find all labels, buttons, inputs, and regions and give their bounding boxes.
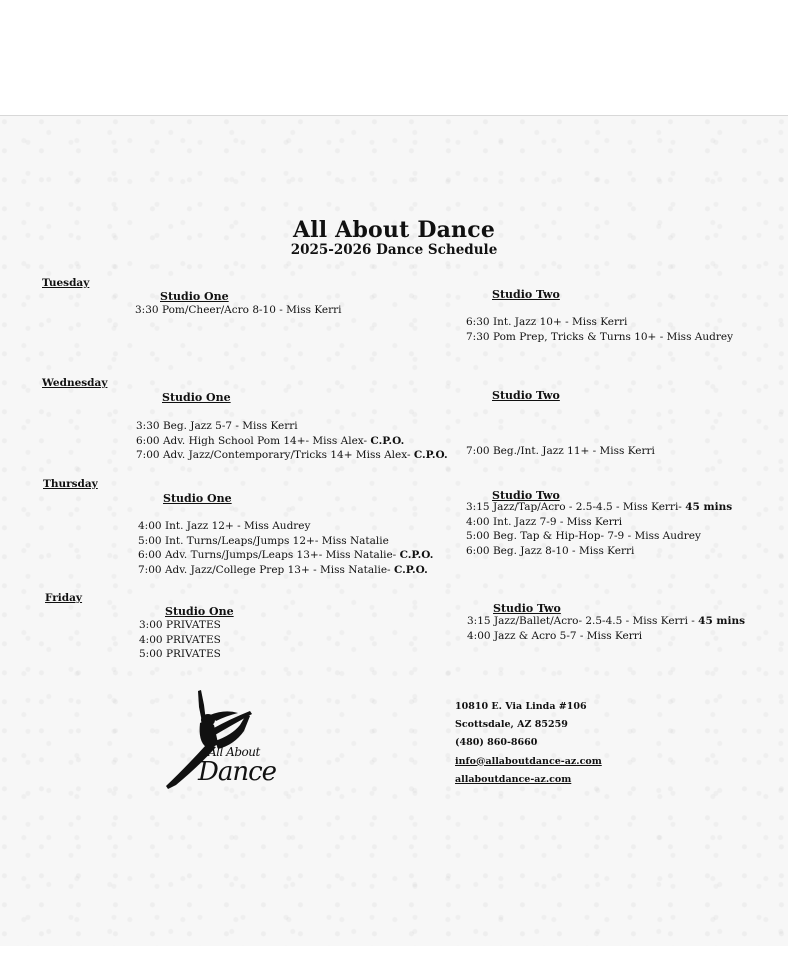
tuesday-studio-one-classes bbox=[135, 303, 342, 318]
cpo-tag: C.P.O. bbox=[370, 434, 405, 447]
cpo-tag: C.P.O. bbox=[399, 549, 434, 561]
class-row: 6:00 Adv. High School Pom 14+- Miss Alex- C.P.O. bbox=[136, 434, 405, 447]
class-row: 3:00 PRIVATES bbox=[139, 619, 221, 631]
day-heading-wednesday: Wednesday bbox=[42, 377, 108, 389]
class-row: 5:00 Int. Turns/Leaps/Jumps 12+- Miss Natalie bbox=[138, 534, 389, 547]
cpo-tag: C.P.O. bbox=[393, 563, 428, 576]
studio-one-heading: Studio One bbox=[163, 492, 232, 505]
city-state-zip: Scottsdale, AZ 85259 bbox=[455, 719, 568, 731]
address: 10810 E. Via Linda #106 bbox=[455, 701, 587, 712]
page-subtitle: 2025-2026 Dance Schedule bbox=[290, 242, 498, 258]
class-row: 4:00 Int. Jazz 7-9 - Miss Kerri bbox=[466, 515, 623, 528]
studio-two-heading: Studio Two bbox=[492, 489, 560, 502]
studio-one-heading: Studio One bbox=[162, 391, 231, 404]
studio-two-heading: Studio Two bbox=[493, 602, 561, 615]
class-row: 6:30 Int. Jazz 10+ - Miss Kerri bbox=[466, 316, 628, 328]
class-row: 5:00 PRIVATES bbox=[139, 648, 221, 660]
duration-tag: 45 mins bbox=[685, 501, 733, 513]
studio-one-heading: Studio One bbox=[165, 605, 234, 618]
studio-two-heading: Studio Two bbox=[492, 288, 560, 301]
phone-number: (480) 860-8660 bbox=[455, 737, 538, 749]
class-row: 3:30 Pom/Cheer/Acro 8-10 - Miss Kerri bbox=[135, 304, 342, 316]
logo-text-all-about: All About bbox=[208, 745, 260, 759]
class-row: 7:00 Adv. Jazz/College Prep 13+ - Miss Natalie- C.P.O. bbox=[138, 563, 428, 576]
friday-studio-two-classes bbox=[467, 614, 745, 643]
cpo-tag: C.P.O. bbox=[413, 449, 448, 461]
thursday-studio-one-classes bbox=[138, 519, 433, 577]
studio-one-heading: Studio One bbox=[160, 290, 229, 303]
class-row: 3:15 Jazz/Tap/Acro - 2.5-4.5 - Miss Kerri- 45 mins bbox=[466, 501, 733, 513]
class-row: 3:15 Jazz/Ballet/Acro- 2.5-4.5 - Miss Kerri - 45 mins bbox=[467, 615, 746, 627]
page-title: All About Dance bbox=[292, 217, 496, 243]
contact-info bbox=[455, 698, 602, 789]
day-heading-friday: Friday bbox=[45, 592, 83, 604]
wednesday-studio-two-classes bbox=[466, 444, 655, 459]
friday-studio-one-classes bbox=[139, 618, 221, 662]
class-row: 7:30 Pom Prep, Tricks & Turns 10+ - Miss Audrey bbox=[466, 330, 734, 343]
brand-logo bbox=[160, 685, 300, 795]
class-row: 7:00 Adv. Jazz/Contemporary/Tricks 14+ Miss Alex- C.P.O. bbox=[136, 449, 448, 461]
class-row: 4:00 Int. Jazz 12+ - Miss Audrey bbox=[138, 520, 311, 532]
class-row: 6:00 Adv. Turns/Jumps/Leaps 13+- Miss Natalie- C.P.O. bbox=[138, 549, 434, 561]
class-row: 7:00 Beg./Int. Jazz 11+ - Miss Kerri bbox=[466, 445, 655, 457]
class-row: 3:30 Beg. Jazz 5-7 - Miss Kerri bbox=[136, 420, 298, 432]
email-link[interactable]: info@allaboutdance-az.com bbox=[455, 755, 602, 767]
class-row: 5:00 Beg. Tap & Hip-Hop- 7-9 - Miss Audrey bbox=[466, 530, 701, 542]
class-row: 6:00 Beg. Jazz 8-10 - Miss Kerri bbox=[466, 544, 635, 557]
day-heading-tuesday: Tuesday bbox=[42, 277, 90, 289]
studio-two-heading: Studio Two bbox=[492, 389, 560, 402]
logo-text-dance: Dance bbox=[198, 757, 277, 787]
class-row: 4:00 Jazz & Acro 5-7 - Miss Kerri bbox=[467, 629, 643, 642]
class-row: 4:00 PRIVATES bbox=[139, 633, 221, 646]
duration-tag: 45 mins bbox=[698, 615, 746, 627]
day-heading-thursday: Thursday bbox=[43, 478, 98, 490]
tuesday-studio-two-classes bbox=[466, 315, 733, 344]
website-link[interactable]: allaboutdance-az.com bbox=[455, 773, 572, 785]
thursday-studio-two-classes bbox=[466, 500, 732, 558]
wednesday-studio-one-classes bbox=[136, 419, 448, 463]
